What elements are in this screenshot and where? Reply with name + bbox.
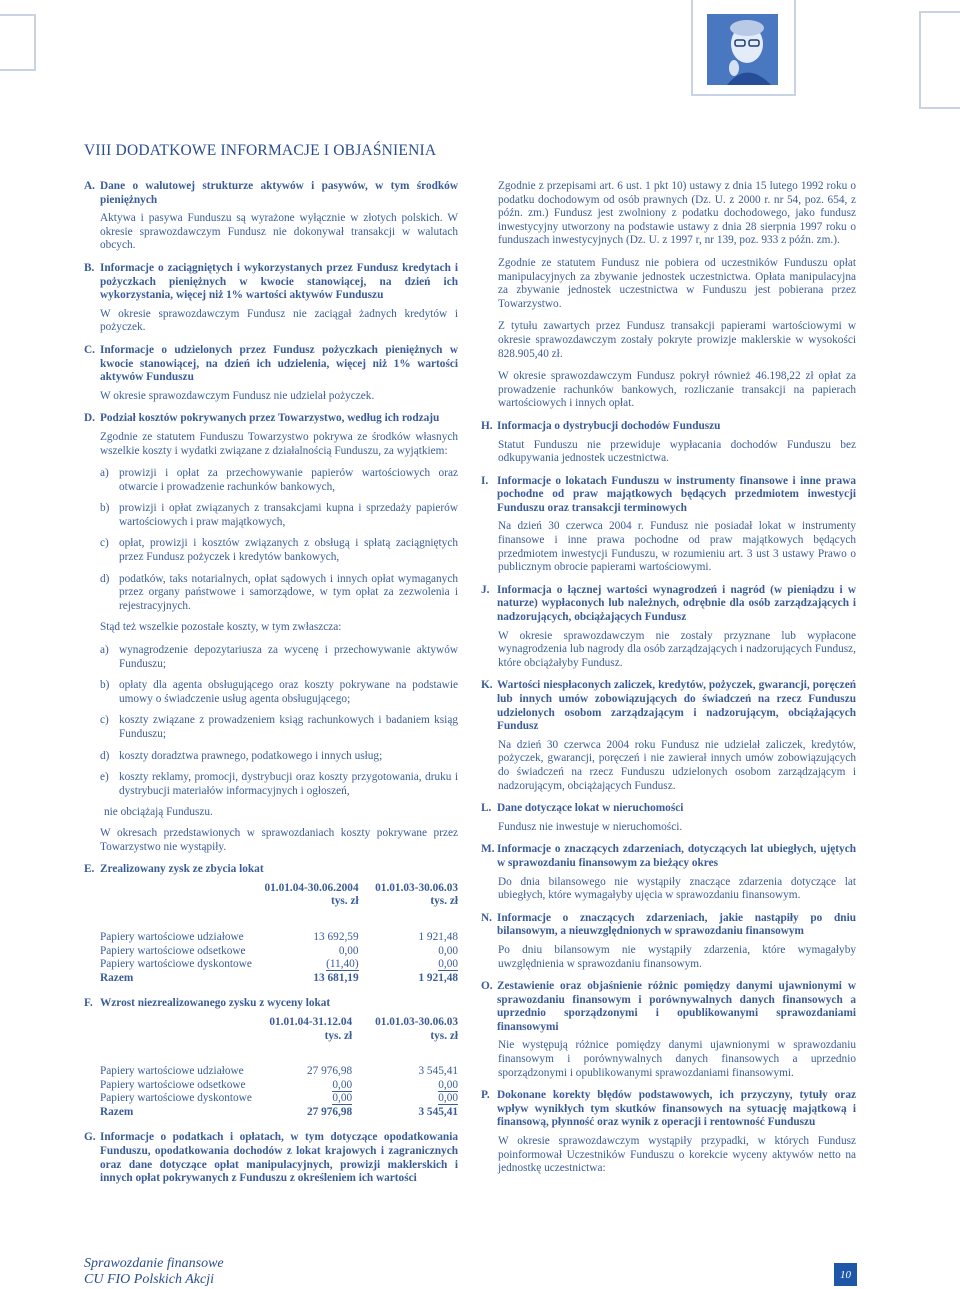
- table-unit-row: tys. zł tys. zł: [330, 895, 458, 908]
- section-d-text-3: nie obciążają Funduszu.: [104, 806, 213, 819]
- table-row: Papiery wartościowe dyskontowe 0,00 0,00: [100, 1092, 458, 1105]
- table-row: Papiery wartościowe udziałowe 27 976,98 3 545,41: [100, 1065, 458, 1078]
- section-p-text: W okresie sprawozdawczym wystąpiły przypadki, w których Fundusz poinformował Uczestników Funduszu o korekcie wyceny aktywów netto na jednostkę uczestnictwa:: [498, 1135, 856, 1175]
- section-b-text: W okresie sprawozdawczym Fundusz nie zaciągał żadnych kredytów i pożyczek.: [100, 307, 458, 334]
- section-h-heading: H. Informacja o dystrybucji dochodów Funduszu: [481, 419, 721, 432]
- table-header-row: 01.01.04-31.12.04 01.01.03-30.06.03: [269, 1015, 458, 1028]
- table-row: Papiery wartościowe odsetkowe 0,00 0,00: [100, 944, 458, 957]
- portrait-photo: [707, 14, 778, 85]
- table-header-row: 01.01.04-30.06.2004 01.01.03-30.06.03: [264, 881, 458, 894]
- section-a-heading: A. Dane o walutowej strukturze aktywów i pasywów, w tym środków pieniężnych: [84, 180, 458, 206]
- decorative-frame-right: [880, 0, 960, 120]
- table-row: Papiery wartościowe udziałowe 13 692,59 1 921,48: [100, 930, 458, 943]
- section-f-heading: F. Wzrost niezrealizowanego zysku z wyceny lokat: [84, 997, 331, 1010]
- footer-line-2: CU FIO Polskich Akcji: [84, 1272, 214, 1287]
- list-item: b) prowizji i opłat związanych z transakcjami kupna i sprzedaży papierów wartościowych i praw majątkowych,: [100, 502, 458, 528]
- section-i-heading: I. Informacje o lokatach Funduszu w instrumenty finansowe i inne prawa pochodne od praw majątkowych będących przedmiotem inwestycji Funduszu oraz transakcji terminowych: [481, 474, 856, 514]
- list-item: b) opłaty dla agenta obsługującego oraz koszty pokrywane na podstawie umowy o świadczenie usług agenta obsługującego;: [100, 679, 458, 705]
- section-n-heading: N. Informacje o znaczących zdarzeniach, jakie nastąpiły po dniu bilansowym, a nieuwzględnionych w sprawozdaniu finansowym: [481, 911, 856, 938]
- section-g-text-1: Zgodnie z przepisami art. 6 ust. 1 pkt 10) ustawy z dnia 15 lutego 1992 roku o podatku dochodowym od osób prawnych (Dz. U. z 2000 r. nr 54, poz. 654, z późn. zm.) Fundusz jest zwolniony z podatku dochodowego, jako fundusz inwestycyjny utworzony na podstawie ustawy z dnia 28 sierpnia 1997 roku o funduszach inwestycyjnych (Dz. U. z 1997 r, nr 139, poz. 933 z późn. zm.).: [498, 180, 856, 247]
- section-c-heading: C. Informacje o udzielonych przez Fundusz pożyczkach pieniężnych w kwocie stanowiącej, na dzień ich udzielenia, więcej niż 1% wartości aktywów Funduszu: [84, 343, 458, 384]
- list-item: d) podatków, taks notarialnych, opłat sądowych i innych opłat wymaganych przez organy państwowe i samorządowe, w tym opłat za zezwolenia i rejestracyjnych.: [100, 572, 458, 612]
- section-g-heading: G. Informacje o podatkach i opłatach, w tym dotyczące opodatkowania Funduszu, opodatkowania dochodów z lokat krajowych i zagranicznych oraz dane dotyczące opłat manipulacyjnych, prowizji maklerskich i innych opłat pokrywanych z Funduszu z określeniem ich wartości: [84, 1131, 458, 1185]
- list-item: a) prowizji i opłat za przechowywanie papierów wartościowych oraz otwarcie i prowadzenie rachunków bankowych,: [100, 467, 458, 493]
- table-row: [100, 909, 458, 931]
- section-d-intro: Zgodnie ze statutem Funduszu Towarzystwo pokrywa ze środków własnych wszelkie koszty i wydatki związane z działalnością Funduszu, za wyjątkiem:: [100, 430, 458, 457]
- section-h-text: Statut Funduszu nie przewiduje wypłacania dochodów Funduszu bez odkupywania jednostek uczestnictwa.: [498, 438, 856, 465]
- left-column: [84, 180, 458, 1191]
- unrealized-gains-table: [100, 1016, 458, 1120]
- section-a-text: Aktywa i pasywa Funduszu są wyrażone wyłącznie w złotych polskich. W okresie sprawozdawczym Fundusz nie dokonywał transakcji w walutach obcych.: [100, 212, 458, 252]
- table-total-row: Razem 27 976,98 3 545,41: [100, 1105, 458, 1118]
- section-i-text: Na dzień 30 czerwca 2004 r. Fundusz nie posiadał lokat w instrumenty finansowe i inne prawa pochodne od praw majątkowych będących przedmiotem inwestycji Funduszu, w rozumieniu art. 3 ust 3 ustawy Prawo o publicznym obrocie papierami wartościowymi.: [498, 520, 856, 574]
- section-d-heading: D. Podział kosztów pokrywanych przez Towarzystwo, według ich rodzaju: [84, 412, 440, 425]
- list-item: a) wynagrodzenie depozytariusza za wycenę i przechowywanie aktywów Funduszu;: [100, 644, 458, 670]
- decorative-frame-left: [0, 0, 60, 110]
- section-c-text: W okresie sprawozdawczym Fundusz nie udzielał pożyczek.: [100, 389, 375, 402]
- section-j-heading: J. Informacja o łącznej wartości wynagrodzeń i nagród (w pieniądzu i w naturze) wypłaconych lub należnych, odrębnie dla osób zarządzających i nadzorujących, obciążających Fundusz: [481, 583, 856, 624]
- right-column: [481, 180, 856, 1185]
- section-l-heading: L. Dane dotyczące lokat w nieruchomości: [481, 802, 684, 815]
- list-item: c) opłat, prowizji i kosztów związanych z obsługą i spłatą zaciągniętych przez Fundusz pożyczek i kredytów bankowych,: [100, 537, 458, 564]
- section-l-text: Fundusz nie inwestuje w nieruchomości.: [498, 820, 683, 833]
- section-m-text: Do dnia bilansowego nie wystąpiły znaczące zdarzenia dotyczące lat ubiegłych, które wymagałyby ujęcia w sprawozdaniu finansowym.: [498, 875, 856, 902]
- list-item: d) koszty doradztwa prawnego, podatkowego i innych usług;: [100, 749, 383, 762]
- section-k-text: Na dzień 30 czerwca 2004 roku Fundusz nie udzielał zaliczek, kredytów, pożyczek, gwarancji, poręczeń i nie zawierał innych umów zobowiązujących do świadczeń na rzecz Funduszu udzielonych osobom zarządzającym i nadzorującym, obciążających Fundusz.: [498, 738, 856, 792]
- table-row: Papiery wartościowe odsetkowe 0,00 0,00: [100, 1078, 458, 1091]
- section-n-text: Po dniu bilansowym nie wystąpiły zdarzenia, które wymagałyby uwzględnienia w sprawozdaniu finansowym.: [498, 943, 856, 970]
- footer-line-1: Sprawozdanie finansowe: [84, 1256, 224, 1271]
- table-unit-row: tys. zł tys. zł: [324, 1029, 458, 1042]
- list-item: c) koszty związane z prowadzeniem ksiąg rachunkowych i badaniem ksiąg Funduszu;: [100, 714, 458, 740]
- section-e-heading: E. Zrealizowany zysk ze zbycia lokat: [84, 863, 264, 876]
- section-p-heading: P. Dokonane korekty błędów podstawowych, ich przyczyny, tytuły oraz wpływ wynikłych tym skutków finansowych na sytuację majątkową i finansową, płynność oraz wynik z operacji i rentowność Funduszu: [481, 1089, 856, 1129]
- section-d-text-4: W okresach przedstawionych w sprawozdaniach koszty pokrywane przez Towarzystwo nie wystąpiły.: [100, 826, 458, 853]
- section-b-heading: B. Informacje o zaciągniętych i wykorzystanych przez Fundusz kredytach i pożyczkach pieniężnych w kwocie stanowiącej, na dzień ich wykorzystania, więcej niż 1% wartości aktywów Funduszu: [84, 261, 458, 302]
- page-title: VIII DODATKOWE INFORMACJE I OBJAŚNIENIA: [84, 142, 437, 159]
- table-total-row: Razem 13 681,19 1 921,48: [100, 971, 458, 984]
- section-o-heading: O. Zestawienie oraz objaśnienie różnic pomiędzy danymi ujawnionymi w sprawozdaniu finansowym i porównywalnych danych finansowych a uprzednio sporządzonymi i opublikowanymi sprawozdaniami finansowymi: [481, 980, 856, 1033]
- section-g-text-3: Z tytułu zawartych przez Fundusz transakcji papierami wartościowymi w okresie sprawozdawczym zostały pokryte prowizje maklerskie w wysokości 828.905,40 zł.: [498, 320, 856, 360]
- section-k-heading: K. Wartości niespłaconych zaliczek, kredytów, pożyczek, gwarancji, poręczeń lub innych umów zobowiązujących do świadczeń na rzecz Funduszu udzielonych osobom zarządzającym i nadzorującym, obciążających Fundusz: [481, 679, 856, 733]
- table-row: Papiery wartościowe dyskontowe (11,40) 0,00: [100, 958, 458, 971]
- list-item: e) koszty reklamy, promocji, dystrybucji oraz koszty przygotowania, druku i dystrybucji materiałów informacyjnych i ogłoszeń,: [100, 771, 458, 797]
- table-row: [100, 1043, 458, 1065]
- section-g-text-2: Zgodnie ze statutem Fundusz nie pobiera od uczestników Funduszu opłat manipulacyjnych za zbywanie jednostek uczestnictwa. Opłata manipulacyjna za zbywanie jednostek uczestnictwa w Funduszu jest pobierana przez Towarzystwo.: [498, 256, 856, 310]
- footer-title: [84, 1256, 224, 1288]
- section-o-text: Nie występują różnice pomiędzy danymi ujawnionymi w sprawozdaniu finansowym i porównywalnych danych finansowych a uprzednio sporządzonymi i opublikowanymi sprawozdaniami finansowymi.: [498, 1039, 856, 1079]
- section-g-text-4: W okresie sprawozdawczym Fundusz pokrył również 46.198,22 zł opłat za prowadzenie rachunków bankowych, rozliczanie transakcji na papierach wartościowych i innych opłat.: [498, 370, 856, 410]
- section-d-text-2: Stąd też wszelkie pozostałe koszty, w tym zwłaszcza:: [100, 621, 342, 634]
- page-number: 10: [834, 1263, 857, 1286]
- section-j-text: W okresie sprawozdawczym nie zostały przyznane lub wypłacone wynagrodzenia lub nagrody dla osób zarządzających i nadzorujących Fundusz, które obciążałyby Fundusz.: [498, 629, 856, 669]
- realized-gains-table: [100, 882, 458, 986]
- section-m-heading: M. Informacje o znaczących zdarzeniach, dotyczących lat ubiegłych, ujętych w sprawozdaniu finansowym za bieżący okres: [481, 843, 856, 869]
